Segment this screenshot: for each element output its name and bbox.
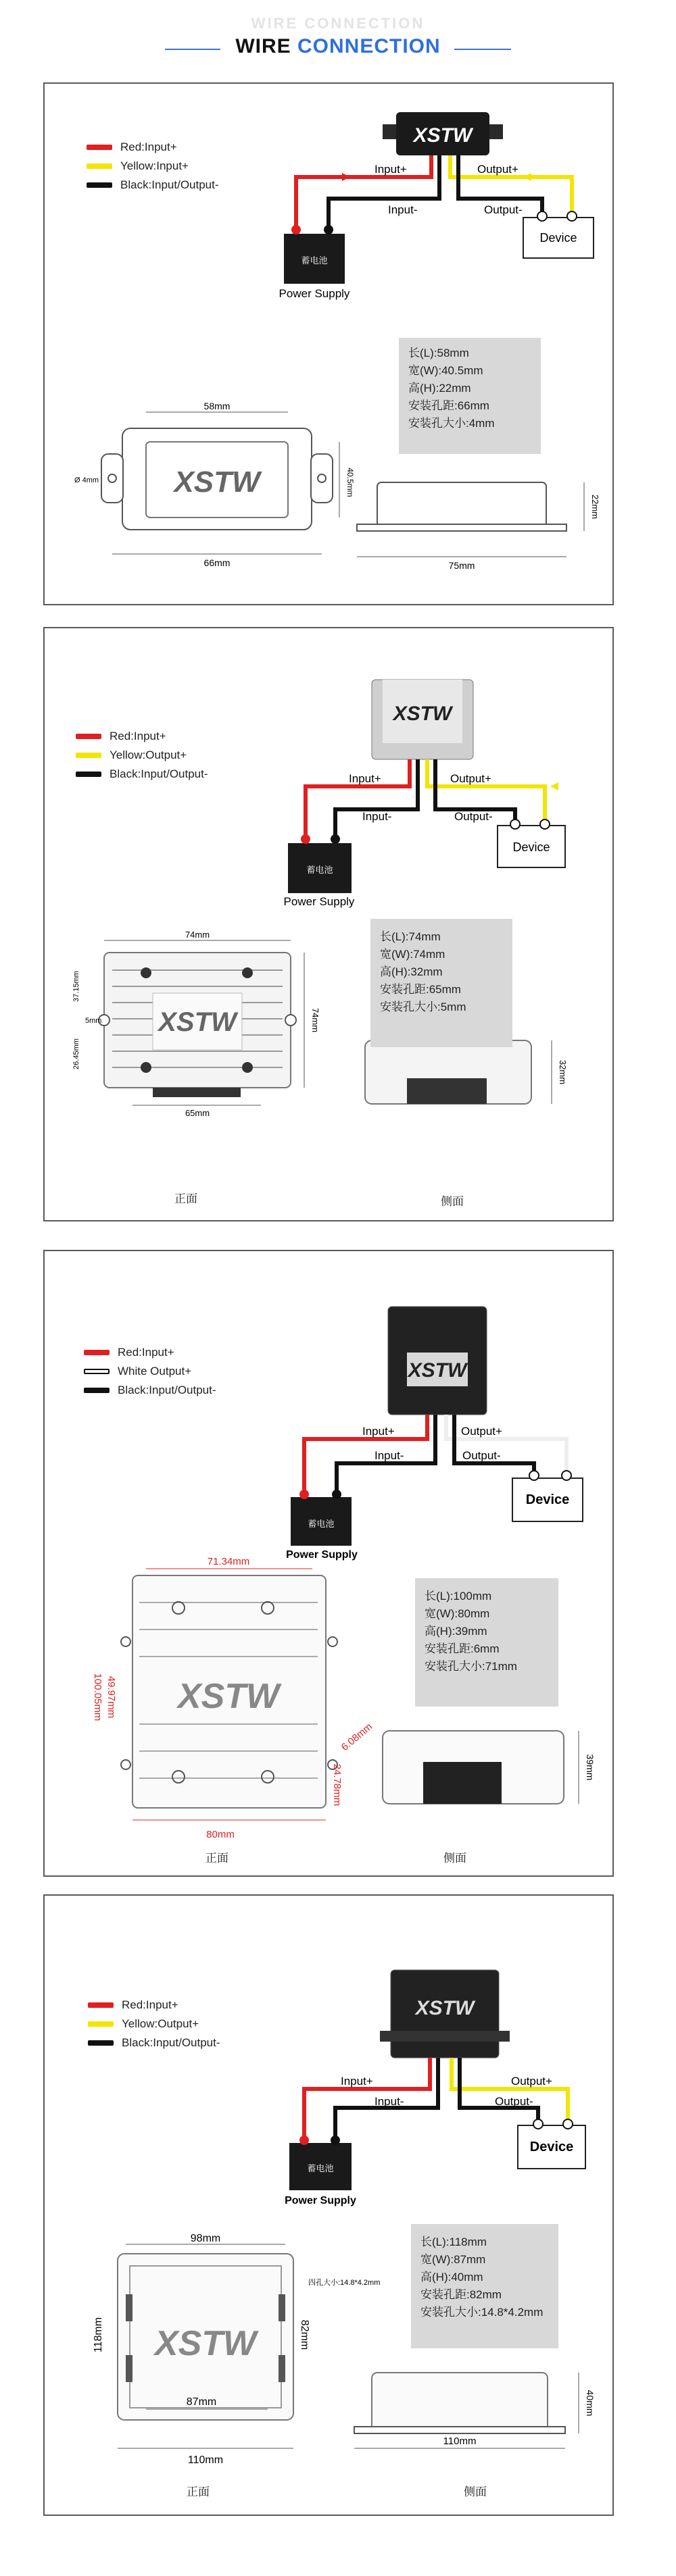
label-input-plus: Input+ [375,163,407,176]
svg-text:Output-: Output- [462,1449,501,1462]
dim-height: 40.5mm [345,468,355,497]
spec-box [415,1578,558,1707]
svg-text:87mm: 87mm [186,2396,217,2408]
wiring-diagram [45,628,612,1220]
svg-text:74mm: 74mm [185,930,210,940]
front-drawing [74,401,355,568]
front-drawing [92,1556,375,1840]
svg-text:四孔大小:14.8*4.2mm: 四孔大小:14.8*4.2mm [308,2279,381,2287]
dim-bottom: 66mm [203,557,231,568]
caption-front: 正面 [187,2485,210,2498]
svg-text:XSTW: XSTW [415,1997,475,2019]
svg-text:Input+: Input+ [349,772,381,785]
svg-text:37.15mm: 37.15mm [72,971,80,1002]
spec-line: 高(H):40mm [420,2271,483,2283]
wiring-diagram [45,1251,612,1875]
header-ghost-text: WIRE CONNECTION [251,15,425,32]
spec-line: 宽(W):74mm [380,948,445,961]
svg-text:6.08mm: 6.08mm [339,1721,375,1754]
spec-line: 安装孔大小:14.8*4.2mm [420,2306,544,2319]
svg-text:40mm: 40mm [585,2390,596,2417]
svg-text:39mm: 39mm [585,1754,596,1781]
spec-line: 安装孔距:6mm [425,1642,500,1655]
caption-front: 正面 [174,1192,197,1205]
spec-line: 安装孔距:65mm [380,983,461,996]
svg-text:蓄电池: 蓄电池 [301,255,328,266]
spec-line: 长(L):74mm [380,930,441,943]
page-title [0,35,676,58]
svg-text:49.97mm: 49.97mm [105,1675,117,1719]
dim-top: 58mm [203,401,231,411]
product-panel-2 [43,627,614,1221]
spec-line: 长(L):100mm [425,1590,492,1602]
svg-text:Input+: Input+ [362,1425,395,1438]
spec-box [399,338,541,454]
svg-text:XSTW: XSTW [154,2324,257,2363]
label-device: Device [539,231,577,245]
spec-line: 安装孔大小:71mm [425,1660,517,1673]
legend-item: Yellow:Output+ [76,746,208,765]
svg-text:110mm: 110mm [187,2454,224,2466]
spec-line: 安装孔大小:5mm [380,1001,466,1013]
side-drawing [354,2373,596,2448]
legend-item: Red:Input+ [87,138,219,157]
spec-line: 长(L):118mm [420,2236,487,2248]
wiring-diagram [45,1896,612,2515]
spec-line: 高(H):32mm [380,965,443,978]
svg-text:5mm: 5mm [85,1017,102,1025]
label-output-minus: Output- [484,203,523,216]
product-panel-3 [43,1250,614,1877]
svg-text:110mm: 110mm [443,2435,477,2447]
svg-text:65mm: 65mm [185,1108,210,1118]
spec-line: 宽(W):87mm [420,2253,486,2266]
svg-text:蓄电池: 蓄电池 [307,2163,334,2173]
svg-text:98mm: 98mm [190,2233,221,2244]
svg-text:Device: Device [525,1492,570,1507]
spec-line: 安装孔距:82mm [420,2288,502,2301]
svg-text:Device: Device [529,2140,574,2154]
label-input-minus: Input- [388,203,418,216]
brand-logo: XSTW [413,124,473,147]
legend-item: Red:Input+ [88,1996,220,2015]
svg-text:XSTW: XSTW [177,1677,280,1716]
label-power-supply: Power Supply [279,287,350,300]
title-word-connection: CONNECTION [297,35,441,57]
spec-box [370,919,512,1047]
svg-text:Output-: Output- [454,810,493,823]
dim-hole: Ø 4mm [74,476,99,484]
spec-line: 高(H):39mm [425,1625,487,1638]
product-panel-1 [43,82,614,605]
svg-text:Output-: Output- [495,2095,533,2108]
svg-text:Output+: Output+ [461,1425,502,1438]
svg-text:Input-: Input- [362,810,392,823]
spec-box [411,2224,558,2348]
svg-text:XSTW: XSTW [408,1359,467,1382]
legend-item: Black:Input/Output- [84,1381,216,1400]
side-drawing [357,482,600,571]
svg-text:Input+: Input+ [341,2075,373,2088]
svg-text:80mm: 80mm [206,1829,235,1840]
svg-text:XSTW: XSTW [174,465,260,499]
label-output-plus: Output+ [477,163,518,176]
svg-text:蓄电池: 蓄电池 [308,1519,335,1529]
svg-text:Input-: Input- [375,1449,404,1462]
legend-item: Black:Input/Output- [87,176,219,195]
svg-text:118mm: 118mm [93,2317,104,2353]
dim-side-length: 75mm [448,560,475,571]
spec-line: 宽(W):80mm [425,1607,490,1620]
svg-text:74mm: 74mm [310,1007,320,1033]
caption-side: 侧面 [464,2485,487,2498]
legend-item: Red:Input+ [84,1343,216,1362]
caption-side: 侧面 [441,1195,464,1208]
svg-text:Output+: Output+ [450,772,491,785]
spec-line: 安装孔距:66mm [408,399,489,412]
legend-item: Yellow:Input+ [87,157,219,176]
front-drawing [93,2233,380,2466]
svg-text:26.45mm: 26.45mm [72,1038,80,1069]
svg-text:Power Supply: Power Supply [285,2195,356,2206]
dim-side-height: 22mm [590,494,600,520]
svg-text:100.05mm: 100.05mm [92,1673,103,1721]
svg-text:Output+: Output+ [511,2075,552,2088]
spec-line: 宽(W):40.5mm [408,364,483,377]
svg-text:24.78mm: 24.78mm [331,1763,343,1807]
legend-item: Red:Input+ [76,727,208,746]
title-word-wire: WIRE [235,35,291,57]
legend-item: Black:Input/Output- [76,765,208,784]
spec-line: 长(L):58mm [408,347,469,359]
legend-item: White Output+ [84,1362,216,1381]
svg-text:Device: Device [512,840,550,854]
legend-item: Black:Input/Output- [88,2034,220,2052]
svg-text:Power Supply: Power Supply [283,895,355,908]
spec-line: 安装孔大小:4mm [408,417,495,430]
svg-text:Power Supply: Power Supply [286,1549,358,1561]
svg-text:71.34mm: 71.34mm [207,1556,250,1567]
svg-text:XSTW: XSTW [393,703,452,725]
svg-text:32mm: 32mm [558,1059,568,1085]
caption-front: 正面 [206,1852,228,1865]
svg-text:Input-: Input- [375,2095,404,2108]
front-drawing [72,930,320,1118]
legend-item: Yellow:Output+ [88,2015,220,2034]
svg-text:XSTW: XSTW [158,1007,237,1037]
page-header [0,0,676,74]
side-drawing [383,1731,596,1804]
side-drawing [365,1040,568,1104]
svg-text:82mm: 82mm [299,2319,310,2350]
product-panel-4 [43,1894,614,2516]
svg-text:蓄电池: 蓄电池 [306,865,333,875]
caption-side: 侧面 [443,1852,466,1865]
spec-line: 高(H):22mm [408,382,471,395]
